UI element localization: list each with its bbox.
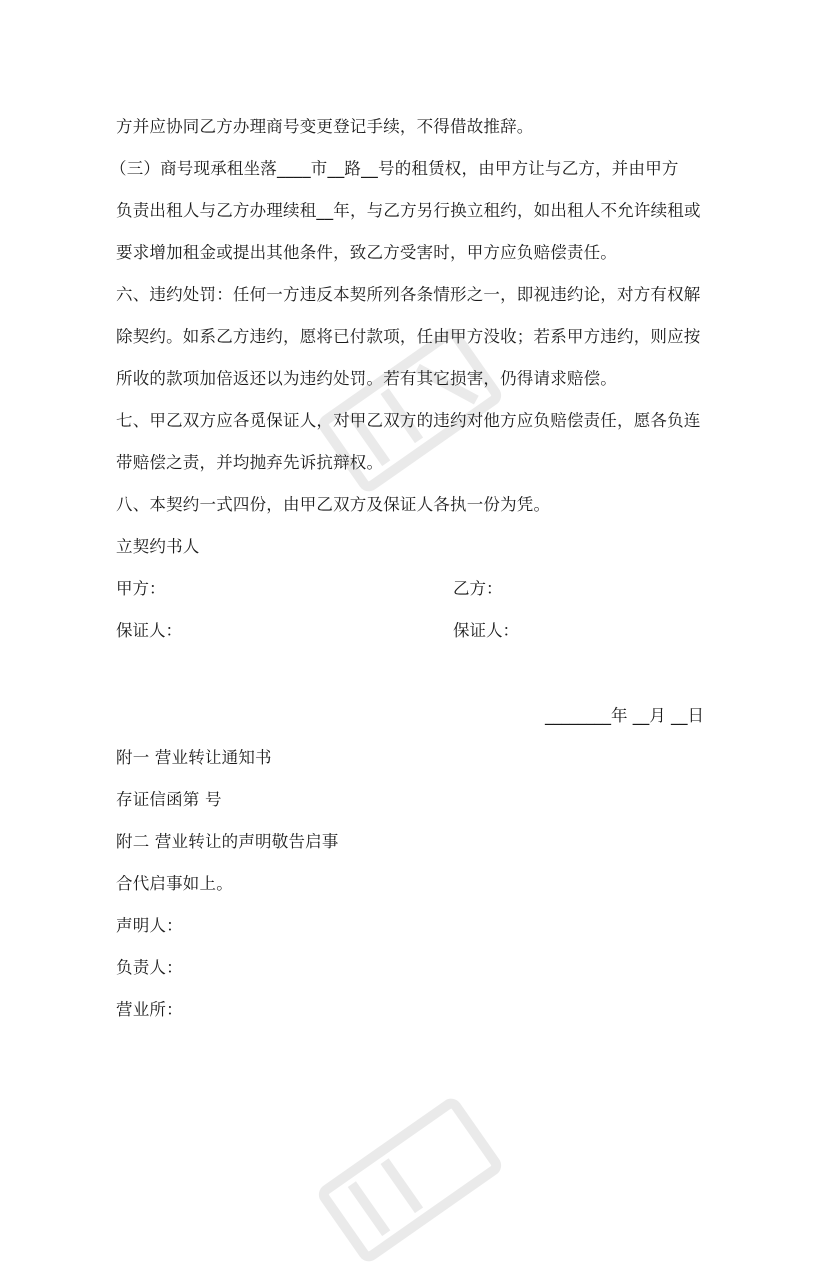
body-line: （三）商号现承租坐落____市__路__号的租赁权，由甲方让与乙方，并由甲方 — [110, 159, 679, 178]
appendix-line: 附一 营业转让通知书 — [116, 748, 272, 767]
body-line: 所收的款项加倍返还以为违约处罚。若有其它损害，仍得请求赔偿。 — [116, 369, 617, 388]
signatory-heading: 立契约书人 — [116, 537, 200, 556]
body-line: 七、甲乙双方应各觅保证人，对甲乙双方的违约对他方应负赔偿责任，愿各负连 — [116, 411, 701, 430]
body-line: 带赔偿之责，并均抛弃先诉抗辩权。 — [116, 453, 384, 472]
appendix-line: 合代启事如上。 — [116, 874, 233, 893]
body-line: 方并应协同乙方办理商号变更登记手续，不得借故推辞。 — [116, 117, 534, 136]
appendix-line: 负责人： — [116, 958, 183, 977]
party-a-label: 甲方： — [116, 579, 166, 598]
appendix-line: 声明人： — [116, 916, 183, 935]
appendix-line: 存证信函第 号 — [116, 790, 222, 809]
watermark-stamp — [300, 1090, 520, 1270]
guarantor-a-label: 保证人： — [116, 621, 182, 640]
signature-row-guarantors — [116, 610, 716, 652]
guarantor-b-label: 保证人： — [453, 621, 519, 640]
document-page — [110, 106, 716, 1031]
body-line: 除契约。如系乙方违约，愿将已付款项，任由甲方没收；若系甲方违约，则应按 — [116, 327, 701, 346]
spacer — [116, 652, 716, 695]
appendix-line: 营业所： — [116, 1000, 183, 1019]
body-line: 八、本契约一式四份，由甲乙双方及保证人各执一份为凭。 — [116, 495, 551, 514]
body-line: 要求增加租金或提出其他条件，致乙方受害时，甲方应负赔偿责任。 — [116, 243, 617, 262]
body-line: 负责出租人与乙方办理续租__年，与乙方另行换立租约，如出租人不允许续租或 — [116, 201, 701, 220]
appendix-line: 附二 营业转让的声明敬告启事 — [116, 832, 339, 851]
date-line: ________年 __月 __日 — [545, 706, 704, 725]
body-line: 六、违约处罚：任何一方违反本契所列各条情形之一，即视违约论，对方有权解 — [116, 285, 701, 304]
party-b-label: 乙方： — [453, 579, 503, 598]
signature-row-parties — [116, 568, 716, 610]
